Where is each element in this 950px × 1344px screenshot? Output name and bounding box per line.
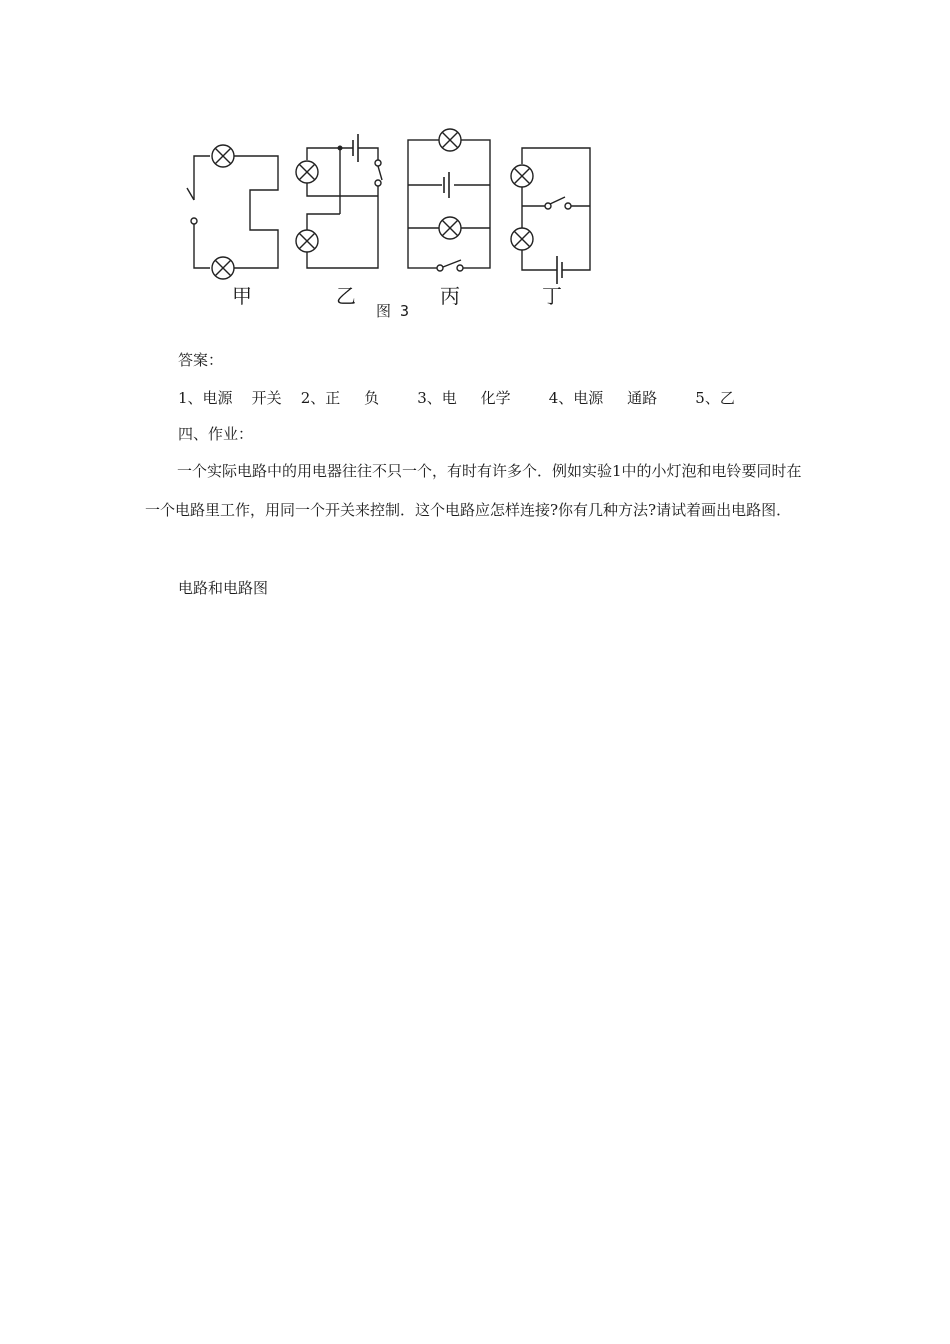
circuit-yi (296, 134, 382, 268)
circuit-bing (408, 129, 490, 271)
figure-label-jia: 甲 (232, 284, 252, 308)
homework-heading: 四、作业： (178, 425, 254, 443)
figure-label-bing: 丙 (440, 284, 460, 308)
figure-label-ding: 丁 (542, 284, 562, 308)
circuit-figure (170, 118, 610, 328)
answers-line: 1、电源 开关 2、正 负 3、电 化学 4、电源 通路 5、乙 (178, 389, 735, 407)
figure-label-yi: 乙 (336, 284, 356, 308)
footer-title: 电路和电路图 (178, 579, 269, 597)
figure-caption: 图 3 (376, 302, 410, 320)
answers-heading: 答案： (178, 351, 224, 369)
homework-paragraph: 一个实际电路中的用电器往往不只一个，有时有许多个．例如实验1中的小灯泡和电铃要同时在一个电路里工作，用同一个开关来控制．这个电路应怎样连接?你有几种方法?请试着画出电路图． (145, 462, 802, 519)
circuit-jia (187, 145, 278, 279)
circuit-ding (511, 148, 590, 284)
